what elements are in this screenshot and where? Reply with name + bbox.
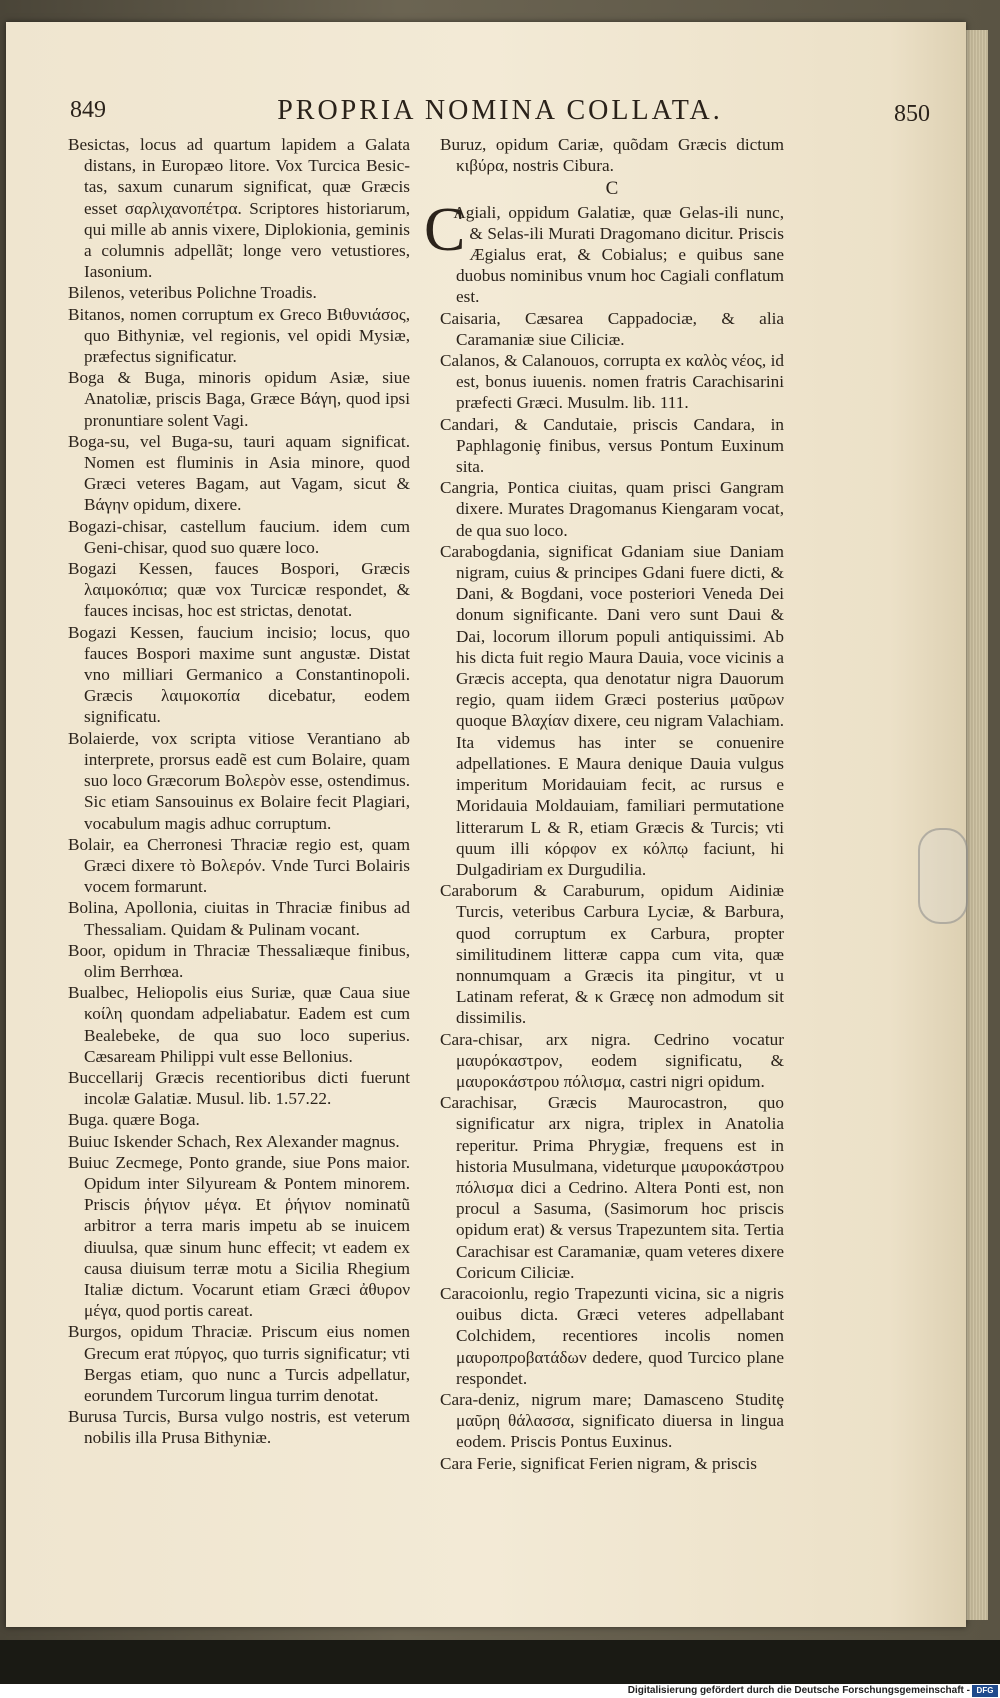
footer-credit: Digitalisierung gefördert durch die Deutsche Forschungsgemeinschaft - [627, 1685, 970, 1696]
list-item: Bolaierde, vox scripta vitiose Verantiano ab interprete, prorsus eadẽ est cum Bolaire, quam suo loco Græcorum Βολερὸν esse, ostendimus. Sic etiam Sansouinus ex Bolaire fecit Plagiari, vocabulum magis adhuc corruptum. [68, 728, 410, 833]
list-item: Cara-deniz, nigrum mare; Damasceno Studitȩ μαῦρη θάλασσα, significato diuersa in lingua eodem. Priscis Pontus Euxinus. [440, 1389, 784, 1452]
list-item: Boga-su, vel Buga-su, tauri aquam significat. Nomen est fluminis in Asia minore, quod Græci veteres Bagam, aut Vagam, sicut & Βάγην opidum, dixere. [68, 431, 410, 515]
list-item: Bolair, ea Cherronesi Thraciæ regio est, quam Græci dixere τὸ Βολερόν. Vnde Turci Bolairis vocem formarunt. [68, 834, 410, 897]
list-item: Bitanos, nomen corruptum ex Greco Βιθυνιάσος, quo Bithyniæ, vel regionis, vel opidi Mysiæ, præfectus significatur. [68, 304, 410, 367]
list-item: Buccellarij Græcis recentioribus dicti fuerunt incolæ Galatiæ. Musul. lib. 1.57.22. [68, 1067, 410, 1109]
left-column [68, 134, 410, 1449]
dropcap-entry [424, 195, 784, 308]
list-item: Calanos, & Calanouos, corrupta ex καλὸς νέος, id est, bonus iuuenis. nomen fratris Carachisarini præfecti Græci. Musulm. lib. 111. [440, 351, 784, 413]
page-number-right: 850 [894, 101, 930, 127]
list-item: Carabogdania, significat Gdaniam siue Daniam nigram, cuius & principes Gdani fuere dicti, & Dani, & Bogdani, voce posteriori Veneda Dei donum significante. Dani vero sunt Daui & Dai, locorum illorum populi antiquissimi. Ab his dicta fuit regio Maura Dauia, voce vicinis a Græcis accepta, qua denotatur nigra Dauorum regio, quam iidem Græci posterius μαῦρων quoque Βλαχίαν dixere, ceu nigram Valachiam. Ita videmus has inter se conuenire adpellationes. E Maura denique Dauia vulgus imperitum Moridauiam fecit, ac rursus e Moridauia Moldauiam, familiari permutatione litterarum L & R, etiam Græcis & Turcis; vti quum illi κόρφον ex κόλπῳ faciunt, hi Dulgadiriam ex Durgudilia. [440, 541, 784, 879]
dropcap-entry-text: Agiali, oppidum Galatiæ, quæ Gelas-ili nunc, & Selas-ili Murati Dragomano dicitur. Priscis Ægialus erat, & Cobialus; e quibus sane duobus nominibus vnum hoc Cagiali conflatum est. [453, 202, 784, 307]
list-item: Buiuc Zecmege, Ponto grande, siue Pons maior. Opidum inter Silyuream & Pontem minorem. Priscis ῥήγιον μέγα. Et ῥήγιον nominatũ arbitror a terra maris impetu ab se inuicem diuulsa, quæ sinum hunc effecit; vt eadem ex causa diuisum terræ motu a Sicilia Rhegium Italiæ dictum. Vocarunt etiam Græci ἀθυρον μέγα, quod portis careat. [68, 1152, 410, 1321]
list-item: Bilenos, veteribus Polichne Troadis. [68, 283, 317, 303]
list-item: Caisaria, Cæsarea Cappadociæ, & alia Caramaniæ siue Ciliciæ. [440, 308, 784, 349]
list-item: Burusa Turcis, Bursa vulgo nostris, est veterum nobilis illa Prusa Bithyniæ. [68, 1407, 410, 1448]
list-item: Bualbec, Heliopolis eius Suriæ, quæ Caua siue κοίλη quondam adpeliabatur. Eadem est cum Bealebeke, de qua suo loco superius. Cæsaream Philippi vult esse Bellonius. [68, 983, 410, 1066]
right-column [424, 134, 784, 1474]
page-number-left: 849 [70, 97, 106, 123]
list-item: Besictas, locus ad quartum lapidem a Galata distans, in Europæo litore. Vox Turcica Besic-tas, saxum cunarum significat, quæ Græcis esset σαρλιχανοπέτρα. Scriptores historiarum, qui mille ab annis vixere, Diplokionia, geminis a columnis adpellãt; longe vero vetustiores, Iasonium. [68, 135, 410, 282]
page-fore-edge [966, 30, 988, 1620]
list-item: Carachisar, Græcis Maurocastron, quo significatur arx nigra, triplex in Anatolia reperitur. Prima Phrygiæ, frequens est in historia Musulmana, videturque μαυροκάστρου πόλισμα dici a Cedrino. Altera Ponti est, non procul a Sasuma, (Sasimorum hoc priscis opidum erat) & versus Trapezuntem sita. Tertia Carachisar est Caramaniæ, quam veteres dixere Coricum Ciliciæ. [440, 1093, 784, 1282]
list-item: Buga. quære Boga. [68, 1110, 200, 1130]
list-item: Burgos, opidum Thraciæ. Priscum eius nomen Grecum erat πύργος, quo turris significatur; vti Bergas etiam, quo nunc a Turcis adpellatur, eorundem Turcorum lingua turrim denotat. [68, 1322, 410, 1405]
running-head: PROPRIA NOMINA COLLATA. [277, 95, 723, 126]
list-item: Boga & Buga, minoris opidum Asiæ, siue Anatoliæ, priscis Baga, Græce Βάγη, quod ipsi pronuntiare solent Vagi. [68, 368, 410, 430]
list-item: Caracoionlu, regio Trapezunti vicina, sic a nigris ouibus dicta. Græci veteres adpellabant Colchidem, recentiores incolis nomen μαυροπροβατάδων dedere, quod Turcico plane respondet. [440, 1283, 784, 1388]
list-item: Cangria, Pontica ciuitas, quam prisci Gangram dixere. Murates Dragomanus Kiengaram vocat, de qua suo loco. [440, 478, 784, 540]
page-clip [918, 828, 968, 924]
section-letter: C [605, 178, 619, 200]
list-item: Bogazi-chisar, castellum faucium. idem cum Geni-chisar, quod suo quære loco. [68, 516, 410, 557]
list-item: Cara-chisar, arx nigra. Cedrino vocatur μαυρόκαστρον, eodem significatu, & μαυροκάστρου πόλισμα, castri nigri opidum. [440, 1029, 784, 1091]
list-item: Bolina, Apollonia, ciuitas in Thraciæ finibus ad Thessaliam. Quidam & Pulinam vocant. [68, 898, 410, 939]
list-item: Buruz, opidum Cariæ, quõdam Græcis dictum κιβύρα, nostris Cibura. [440, 135, 784, 176]
list-item: Caraborum & Caraburum, opidum Aidiniæ Turcis, veteribus Carbura Lyciæ, & Barbura, quod corruptum ex Carbura, propter similitudinem litteræ cappa cum vita, quæ nonnumquam a Græcis ita pingitur, vt u Latinam referat, & κ Græcȩ non admodum sit dissimilis. [440, 881, 784, 1028]
list-item: Bogazi Kessen, fauces Bospori, Græcis λαιμοκόπια; quæ vox Turcicæ respondet, & fauces incisas, hoc est strictas, denotat. [68, 559, 410, 621]
dropcap-letter: C [424, 195, 466, 264]
page-header [70, 95, 930, 135]
list-item: Boor, opidum in Thraciæ Thessaliæque finibus, olim Berrhœa. [68, 940, 410, 981]
list-item: Buiuc Iskender Schach, Rex Alexander magnus. [68, 1131, 400, 1151]
digitization-footer [0, 1684, 1000, 1698]
dfg-logo: DFG [972, 1685, 998, 1697]
list-item: Cara Ferie, significat Ferien nigram, & priscis [440, 1453, 757, 1473]
list-item: Candari, & Candutaie, priscis Candara, in Paphlagoniȩ finibus, versus Pontum Euxinum sita. [440, 414, 784, 477]
list-item: Bogazi Kessen, faucium incisio; locus, quo fauces Bospori maxime sunt angustæ. Distat vno milliari Germanico a Constantinopoli. Græcis λαιμοκοπία dicebatur, eodem significatu. [68, 622, 410, 727]
